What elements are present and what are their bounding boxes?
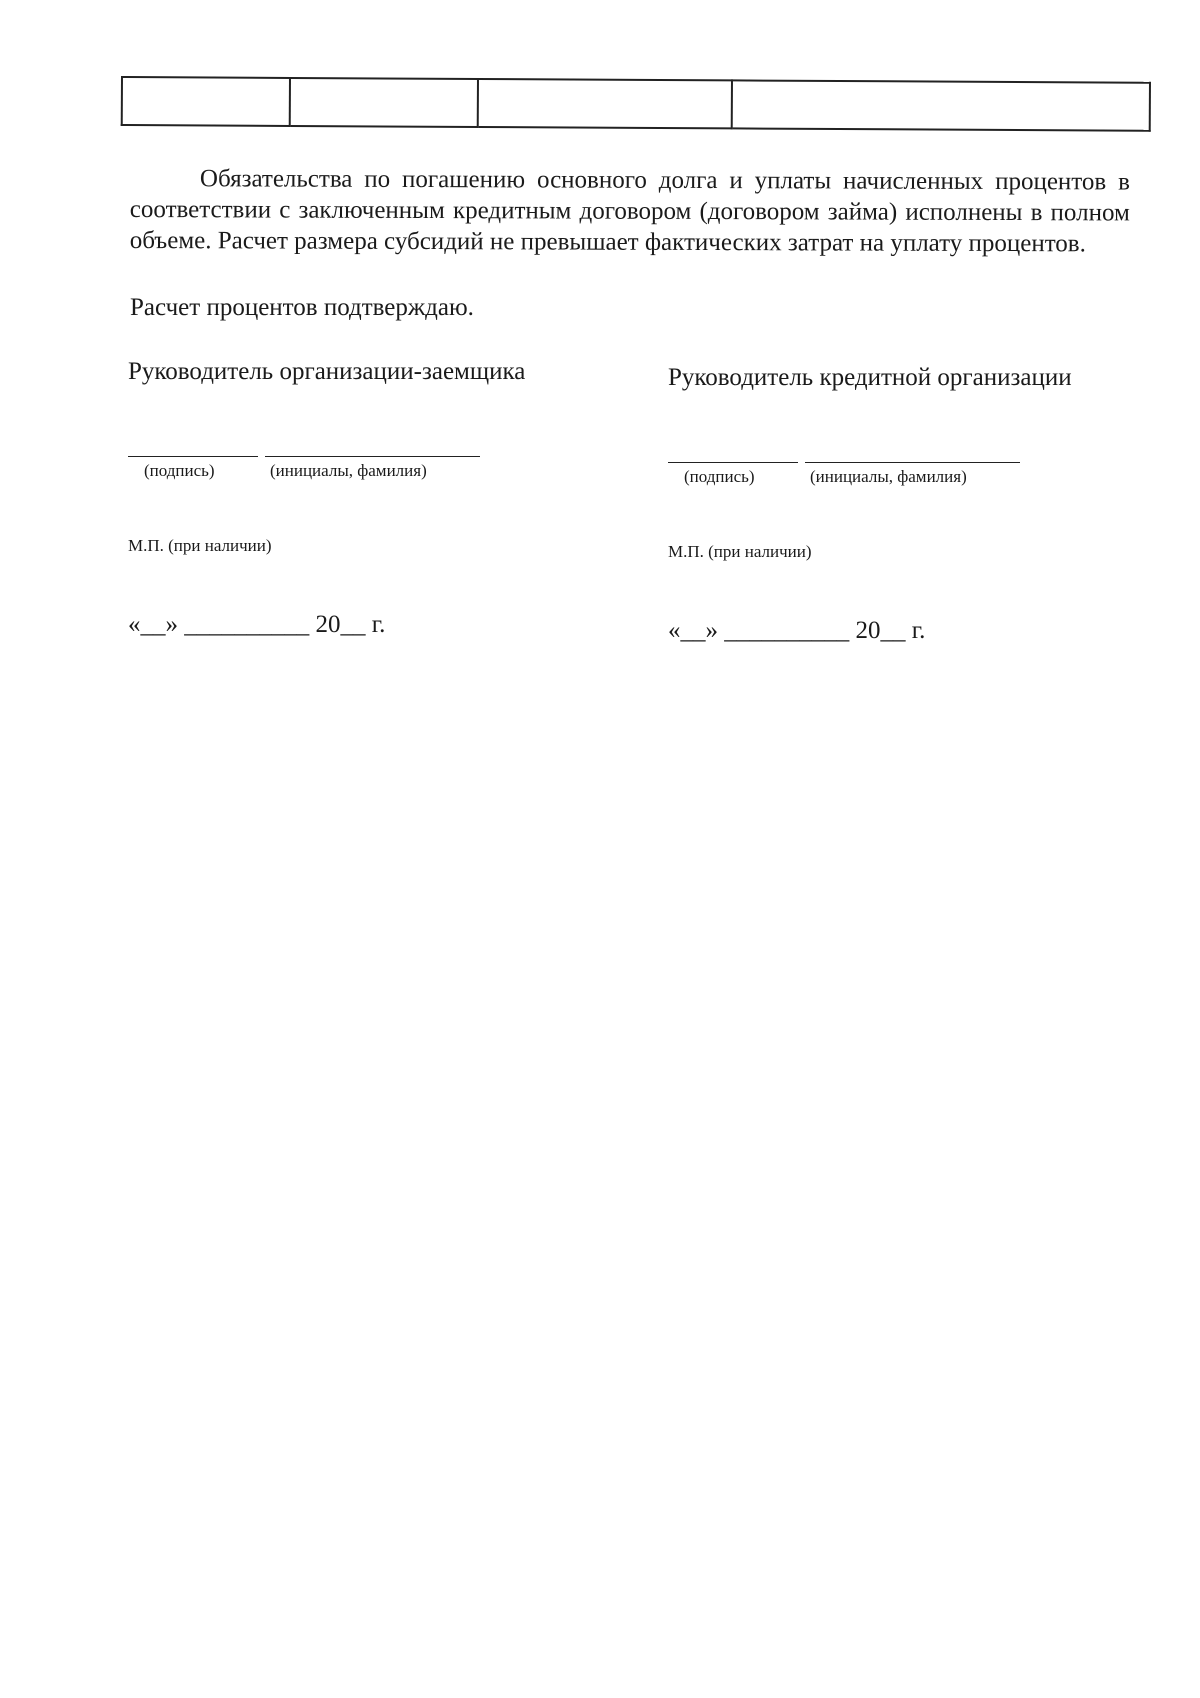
borrower-head-title: Руководитель организации-заемщика <box>128 358 526 385</box>
name-caption: (инициалы, фамилия) <box>810 467 967 486</box>
table-row <box>122 77 1150 131</box>
table-fragment <box>121 76 1151 132</box>
table-cell <box>732 80 1150 130</box>
lender-head-title: Руководитель кредитной организации <box>668 364 1072 391</box>
table-cell <box>290 78 478 127</box>
name-caption: (инициалы, фамилия) <box>270 461 427 480</box>
name-line <box>805 462 1020 463</box>
signature-caption: (подпись) <box>684 467 755 486</box>
borrower-signature-block <box>128 356 608 638</box>
borrower-signature-lines <box>128 426 608 486</box>
stamp-note: М.П. (при наличии) <box>128 536 272 555</box>
table-cell <box>122 77 290 126</box>
signature-line <box>128 456 258 457</box>
signature-caption: (подпись) <box>144 461 215 480</box>
lender-signature-block <box>668 362 1148 644</box>
date-field: «__» __________ 20__ г. <box>128 611 386 638</box>
date-field: «__» __________ 20__ г. <box>668 617 926 644</box>
signature-line <box>668 462 798 463</box>
table-cell <box>478 79 732 128</box>
stamp-note: М.П. (при наличии) <box>668 542 812 561</box>
confirmation-text: Расчет процентов подтверждаю. <box>130 294 474 321</box>
name-line <box>265 456 480 457</box>
obligations-paragraph: Обязательства по погашению основного долга и уплаты начисленных процентов в соответствии с заключенным кредитным договором (договором займа) исполнены в полном объеме. Расчет размера субсидий не превышает фактических затрат на уплату процентов. <box>129 165 1130 258</box>
lender-signature-lines <box>668 432 1148 492</box>
